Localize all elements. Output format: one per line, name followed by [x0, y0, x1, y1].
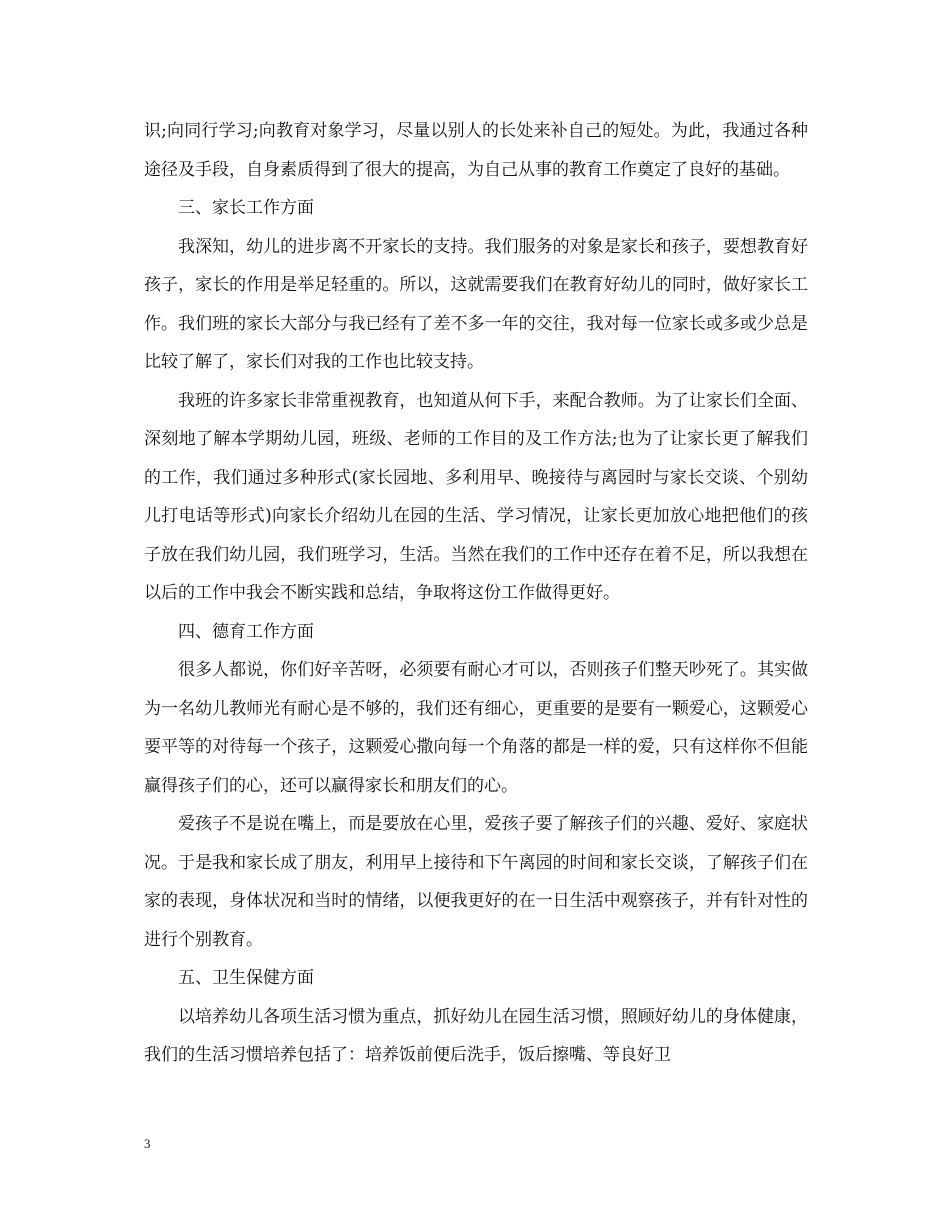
section-heading-moral-education: 四、德育工作方面: [178, 621, 314, 642]
paragraph-living-habits: 以培养幼儿各项生活习惯为重点，抓好幼儿在园生活习惯，照顾好幼儿的身体健康，我们的生活习惯培养包括了：培养饭前便后洗手，饭后擦嘴、等良好卫: [144, 1006, 808, 1065]
paragraph-understanding-children: 爱孩子不是说在嘴上，而是要放在心里，爱孩子要了解孩子们的兴趣、爱好、家庭状况。于是我和家长成了朋友，利用早上接待和下午离园的时间和家长交谈，了解孩子们在家的表现，身体状况和当时的情绪，以便我更好的在一日生活中观察孩子，并有针对性的进行个别教育。: [144, 814, 808, 950]
document-body: [144, 112, 808, 1075]
page-number: 3: [144, 1136, 151, 1151]
section-heading-health-care: 五、卫生保健方面: [178, 968, 314, 988]
paragraph-parent-support: 我深知，幼儿的进步离不开家长的支持。我们服务的对象是家长和孩子，要想教育好孩子，家长的作用是举足轻重的。所以，这就需要我们在教育好幼儿的同时，做好家长工作。我们班的家长大部分与我已经有了差不多一年的交往，我对每一位家长或多或少总是比较了解了，家长们对我的工作也比较支持。: [144, 236, 808, 372]
paragraph-patience-and-love: 很多人都说，你们好辛苦呀，必须要有耐心才可以，否则孩子们整天吵死了。其实做为一名幼儿教师光有耐心是不够的，我们还有细心，更重要的是要有一颗爱心，这颗爱心要平等的对待每一个孩子，这颗爱心撒向每一个角落的都是一样的爱，只有这样你不但能赢得孩子们的心，还可以赢得家长和朋友们的心。: [144, 660, 808, 796]
section-heading-parent-work: 三、家长工作方面: [178, 198, 314, 218]
paragraph-continuation: 识;向同行学习;向教育对象学习，尽量以别人的长处来补自己的短处。为此，我通过各种途径及手段，自身素质得到了很大的提高，为自己从事的教育工作奠定了良好的基础。: [144, 121, 808, 180]
paragraph-parent-communication: 我班的许多家长非常重视教育，也知道从何下手，来配合教师。为了让家长们全面、深刻地了解本学期幼儿园，班级、老师的工作目的及工作方法;也为了让家长更了解我们的工作，我们通过多种形式(家长园地、多利用早、晚接待与离园时与家长交谈、个别幼儿打电话等形式)向家长介绍幼儿在园的生活、学习情况，让家长更加放心地把他们的孩子放在我们幼儿园，我们班学习，生活。当然在我们的工作中还存在着不足，所以我想在以后的工作中我会不断实践和总结，争取将这份工作做得更好。: [144, 390, 808, 603]
